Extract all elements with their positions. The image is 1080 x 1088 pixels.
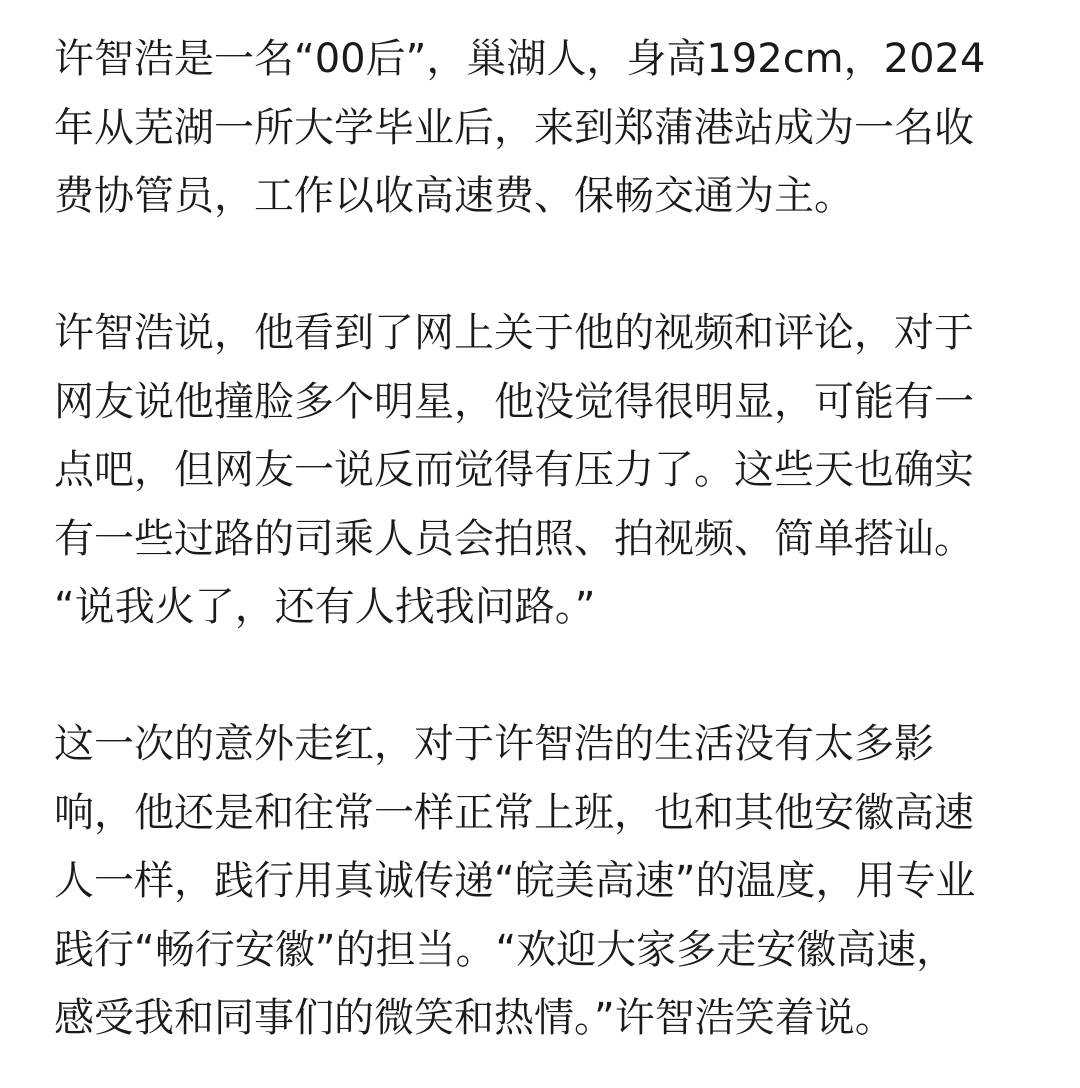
text-line: 响，他还是和往常一样正常上班，也和其他安徽高速	[54, 789, 974, 836]
text-line: 人一样，践行用真诚传递“皖美高速”的温度，用专业	[54, 858, 976, 904]
paragraph-spacer	[54, 642, 1064, 711]
text-line: 践行“畅行安徽”的担当。“欢迎大家多走安徽高速，	[54, 926, 957, 973]
text-line: 感受我和同事们的微笑和热情。”许智浩笑着说。	[54, 995, 895, 1041]
text-line: 点吧，但网友一说反而觉得有压力了。这些天也确实	[54, 447, 974, 493]
text-line: 许智浩说，他看到了网上关于他的视频和评论，对于	[54, 310, 974, 356]
paragraph-2	[54, 299, 1064, 642]
text-line: 许智浩是一名“00后”，巢湖人，身高192cm，2024	[54, 36, 986, 82]
text-line: “说我火了，还有人找我问路。”	[54, 584, 596, 630]
text-line: 费协管员，工作以收高速费、保畅交通为主。	[54, 173, 854, 219]
article-body	[54, 25, 1064, 1053]
paragraph-spacer	[54, 231, 1064, 300]
text-line: 有一些过路的司乘人员会拍照、拍视频、简单搭讪。	[54, 515, 974, 562]
text-line: 网友说他撞脸多个明星，他没觉得很明显，可能有一	[54, 378, 974, 425]
paragraph-1	[54, 25, 1064, 231]
text-line: 年从芜湖一所大学毕业后，来到郑蒲港站成为一名收	[54, 104, 974, 151]
paragraph-3	[54, 710, 1064, 1053]
text-line: 这一次的意外走红，对于许智浩的生活没有太多影	[54, 721, 934, 767]
